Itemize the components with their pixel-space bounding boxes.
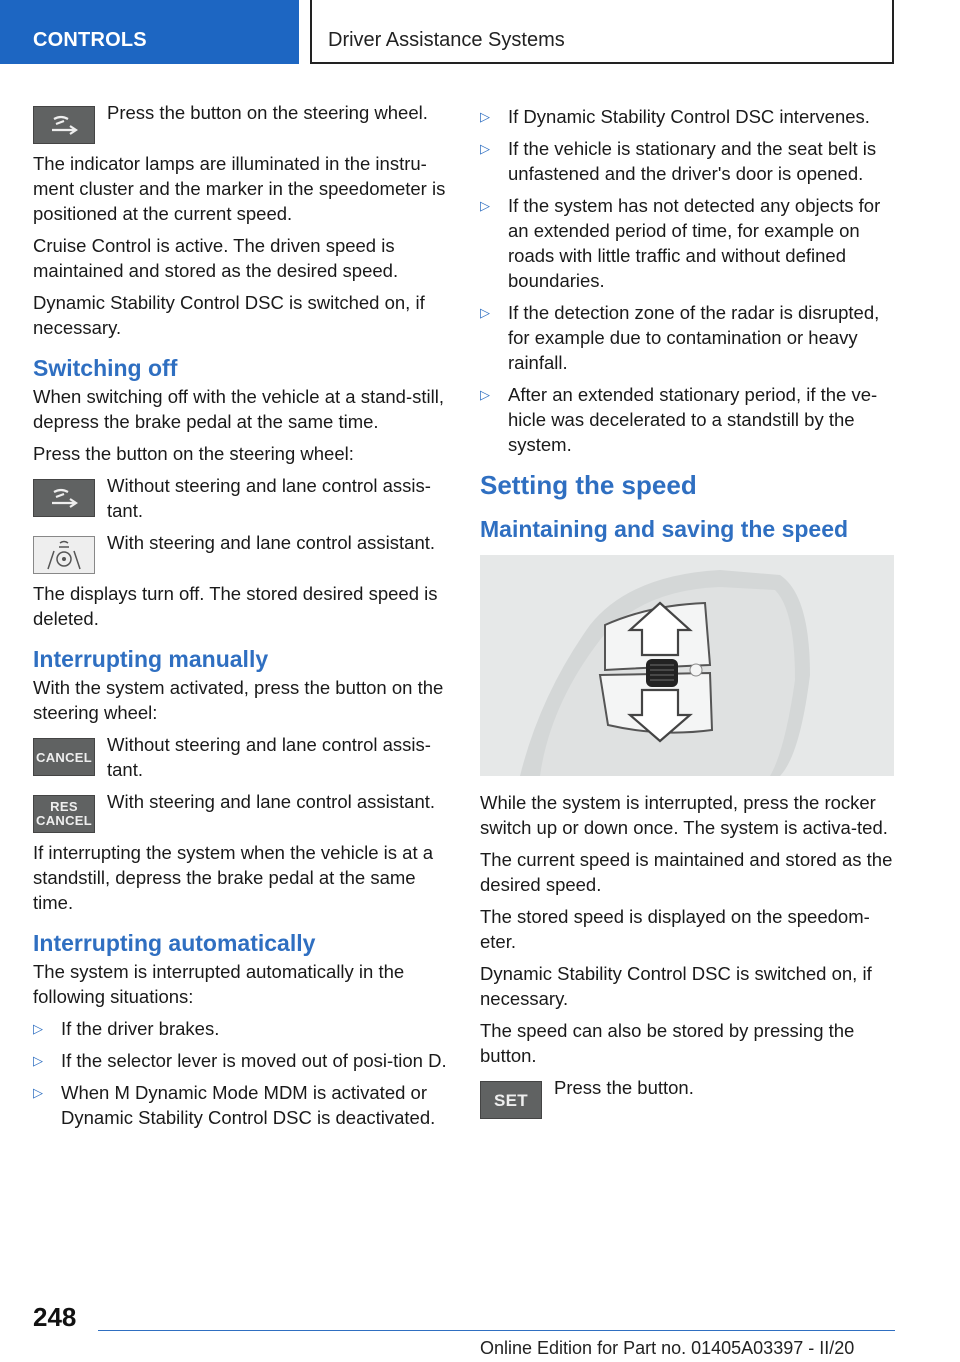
- heading-interrupting-automatically: Interrupting automatically: [33, 930, 316, 956]
- switch-off-with-row: [33, 530, 447, 574]
- chapter-title: CONTROLS: [33, 29, 147, 51]
- left-column: [33, 104, 447, 1137]
- lane-assistant-button-icon: [33, 536, 95, 574]
- cancel-button-label: CANCEL: [36, 750, 92, 765]
- right-column: [480, 104, 898, 1126]
- cancel-without-text: Without steering and lane control assis-tant.: [107, 734, 431, 780]
- section-header: [310, 0, 894, 64]
- paragraph-interrupt-standstill: If interrupting the system when the vehicle is at a standstill, depress the brake pedal at the same time.: [33, 842, 434, 913]
- footer-edition: Online Edition for Part no. 01405A03397 - II/20: [480, 1338, 855, 1358]
- heading-interrupting-manually: Interrupting manually: [33, 646, 269, 672]
- steering-wheel-rocker-photo: [480, 555, 894, 776]
- triangle-bullet-icon: ▷: [480, 198, 490, 213]
- paragraph-displayed: The stored speed is displayed on the speedom-eter.: [480, 906, 870, 952]
- list-item: ▷ If the detection zone of the radar is disrupted, for example due to contamination or heavy rainfall.: [480, 302, 880, 373]
- triangle-bullet-icon: ▷: [480, 305, 490, 320]
- press-button-text: Press the button on the steering wheel.: [107, 102, 428, 123]
- set-button-label: SET: [494, 1091, 528, 1110]
- triangle-bullet-icon: ▷: [480, 387, 490, 402]
- paragraph-dsc-right: Dynamic Stability Control DSC is switched on, if necessary.: [480, 963, 872, 1009]
- switch-off-without-text: Without steering and lane control assis-tant.: [107, 475, 431, 521]
- res-cancel-with-text: With steering and lane control assistant.: [107, 791, 436, 812]
- paragraph-rocker: While the system is interrupted, press the rocker switch up or down once. The system is activa-ted.: [480, 792, 888, 838]
- chapter-tab: [0, 0, 299, 64]
- cruise-button-row: [33, 100, 447, 144]
- heading-switching-off: Switching off: [33, 355, 178, 381]
- paragraph-indicator: The indicator lamps are illuminated in the instru-ment cluster and the marker in the speedometer is positioned at the current speed.: [33, 153, 446, 224]
- list-item: ▷ If the driver brakes.: [33, 1018, 220, 1039]
- switch-off-with-text: With steering and lane control assistant.: [107, 532, 436, 553]
- section-title: Driver Assistance Systems: [328, 29, 565, 51]
- list-item: ▷ When M Dynamic Mode MDM is activated or Dynamic Stability Control DSC is deactivated.: [33, 1082, 436, 1128]
- paragraph-interrupt-auto: The system is interrupted automatically in the following situations:: [33, 961, 405, 1007]
- paragraph-active: Cruise Control is active. The driven speed is maintained and stored as the desired speed.: [33, 235, 399, 281]
- auto-interrupt-list: [33, 1016, 447, 1130]
- paragraph-interrupt-manual: With the system activated, press the button on the steering wheel:: [33, 677, 444, 723]
- res-cancel-button-label: CANCEL: [36, 813, 92, 828]
- list-item: ▷ If the selector lever is moved out of posi-tion D.: [33, 1050, 447, 1071]
- paragraph-press-button: Press the button on the steering wheel:: [33, 443, 354, 464]
- auto-interrupt-list-continued: [480, 104, 898, 457]
- triangle-bullet-icon: ▷: [480, 109, 490, 124]
- cancel-without-row: [33, 732, 447, 782]
- press-set-text: Press the button.: [554, 1077, 694, 1098]
- triangle-bullet-icon: ▷: [33, 1053, 43, 1068]
- res-cancel-button-icon: [33, 795, 95, 833]
- list-item: ▷ If the vehicle is stationary and the seat belt is unfastened and the driver's door is opened.: [480, 138, 877, 184]
- set-button-row: [480, 1075, 898, 1119]
- list-item: ▷ If the system has not detected any objects for an extended period of time, for example on roads with little traffic and without defined boundaries.: [480, 195, 881, 291]
- footer-divider: [98, 1330, 895, 1331]
- list-item: ▷ After an extended stationary period, if the ve-hicle was decelerated to a standstill by the system.: [480, 384, 878, 455]
- res-cancel-row: [33, 789, 447, 833]
- paragraph-stored-button: The speed can also be stored by pressing the button.: [480, 1020, 855, 1066]
- page-number: 248: [33, 1302, 77, 1332]
- paragraph-dsc: Dynamic Stability Control DSC is switched on, if necessary.: [33, 292, 425, 338]
- paragraph-displays-off: The displays turn off. The stored desired speed is deleted.: [33, 583, 438, 629]
- switch-off-without-row: [33, 473, 447, 523]
- set-button-icon: [480, 1081, 542, 1119]
- list-item: ▷ If Dynamic Stability Control DSC intervenes.: [480, 106, 870, 127]
- triangle-bullet-icon: ▷: [33, 1085, 43, 1100]
- paragraph-current-speed: The current speed is maintained and stored as the desired speed.: [480, 849, 893, 895]
- heading-setting-speed: Setting the speed: [480, 470, 697, 500]
- heading-maintaining-speed: Maintaining and saving the speed: [480, 516, 849, 542]
- paragraph-switch-standstill: When switching off with the vehicle at a stand-still, depress the brake pedal at the same time.: [33, 386, 444, 432]
- cruise-control-button-icon: [33, 106, 95, 144]
- cancel-button-icon: [33, 738, 95, 776]
- triangle-bullet-icon: ▷: [33, 1021, 43, 1036]
- cruise-control-button-icon: [33, 479, 95, 517]
- res-button-label: RES: [50, 799, 78, 814]
- triangle-bullet-icon: ▷: [480, 141, 490, 156]
